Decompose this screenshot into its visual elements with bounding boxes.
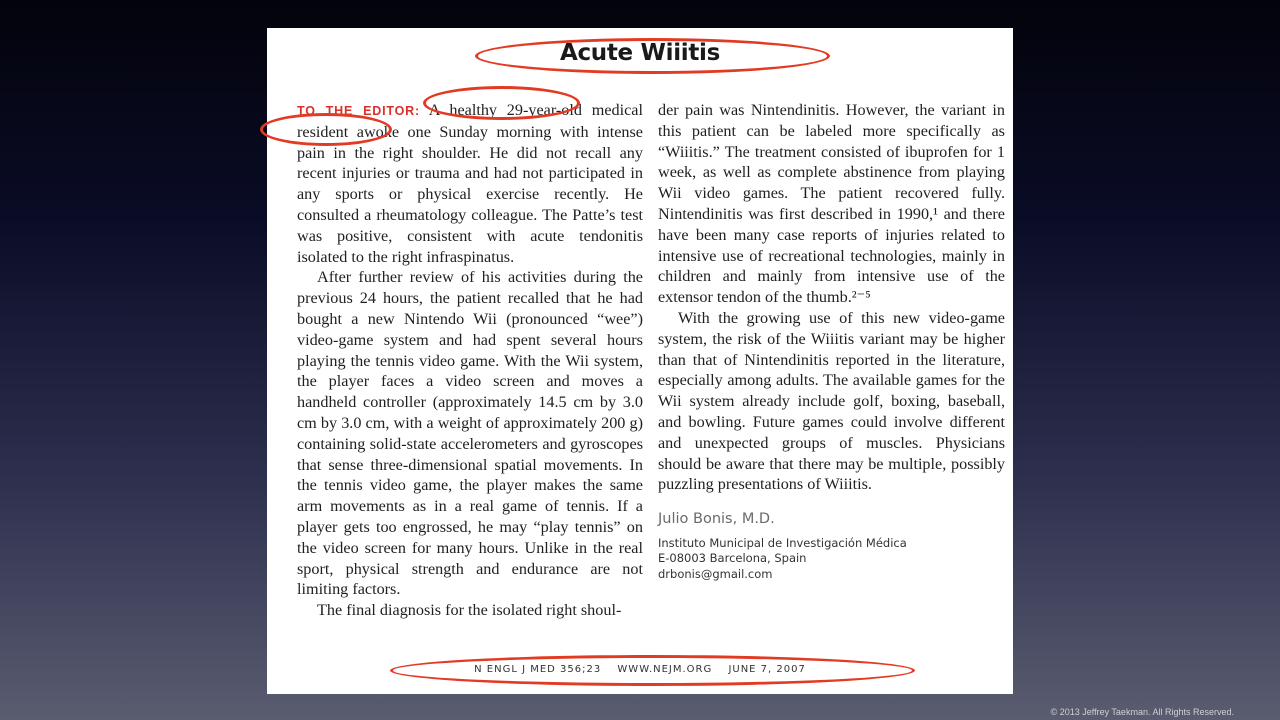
affiliation-institute: Instituto Municipal de Investigación Médica: [658, 535, 907, 550]
footer-date: JUNE 7, 2007: [728, 664, 806, 675]
right-column: [658, 100, 1005, 582]
paragraph-4: der pain was Nintendinitis. However, the variant in this patient can be labeled more specifically as “Wiiitis.” The treatment consisted of ibuprofen for 1 week, as well as complete abstinence from playing Wii video games. The patient recovered fully. Nintendinitis was first described in 1990,¹ and there have been many case reports of injuries related to intensive use of recreational technologies, mainly in children and mainly from intensive use of the extensor tendon of the thumb.²⁻⁵: [658, 101, 1005, 307]
footer-website: WWW.NEJM.ORG: [617, 664, 713, 675]
journal-footer: [267, 664, 1013, 675]
author-name: Julio Bonis, M.D.: [658, 511, 775, 528]
author-email: drbonis@gmail.com: [658, 566, 773, 581]
affiliation-address: E-08003 Barcelona, Spain: [658, 551, 807, 566]
paragraph-5: With the growing use of this new video-game system, the risk of the Wiiitis variant may be higher than that of Nintendinitis reported in the literature, especially among adults. The available games for the Wii system already include golf, boxing, baseball, and bowling. Future games could involve different and unexpected groups of muscles. Physicians should be aware that there may be multiple, possibly puzzling presentations of Wiiitis.: [658, 308, 1005, 494]
journal-page: [267, 28, 1013, 694]
paragraph-3: The final diagnosis for the isolated right shoul-: [317, 601, 622, 620]
paragraph-2: After further review of his activities during the previous 24 hours, the patient recalled that he had bought a new Nintendo Wii (pronounced “wee”) video-game system and had spent several hours playing the tennis video game. With the Wii system, the player faces a video screen and moves a handheld controller (approximately 14.5 cm by 3.0 cm by 3.0 cm, with a weight of approximately 200 g) containing solid-state accelerometers and gyroscopes that sense three-dimensional spatial movements. In the tennis video game, the player makes the same arm movements as in a real game of tennis. If a player gets too engrossed, he may “play tennis” on the video screen for many hours. Unlike in the real sport, physical strength and endurance are not limiting factors.: [297, 268, 643, 599]
paragraph-1-text: A healthy 29-year-old medical resident awoke one Sunday morning with intense pain in the right shoulder. He did not recall any recent injuries or trauma and had not participated in any sports or physical exercise recently. He consulted a rheumatology colleague. The Patte’s test was positive, consistent with acute tendonitis isolated to the right infraspinatus.: [297, 101, 643, 266]
copyright-notice: © 2013 Jeffrey Taekman. All Rights Reserved.: [1050, 707, 1234, 717]
lead-label: TO THE EDITOR:: [297, 104, 420, 118]
paragraph-1: [297, 100, 643, 267]
article-title: Acute Wiiitis: [559, 40, 721, 66]
footer-citation: N ENGL J MED 356;23: [474, 664, 602, 675]
affiliation-block: [658, 536, 1005, 583]
left-column: [297, 100, 643, 621]
